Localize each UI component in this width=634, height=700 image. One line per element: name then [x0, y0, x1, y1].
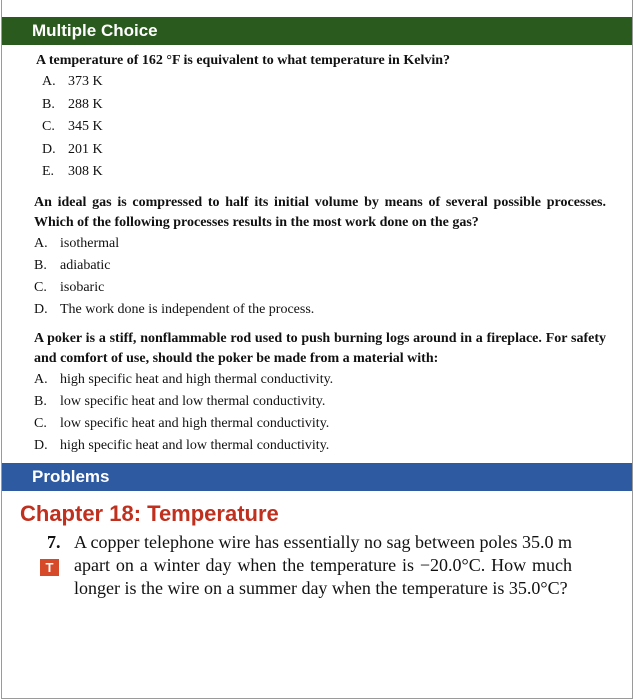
answer-option: A. 373 K	[42, 74, 103, 89]
answer-option: A. high specific heat and high thermal conductivity.	[34, 371, 334, 387]
chapter-title: Chapter 18: Temperature	[20, 500, 279, 526]
answer-option: D. high specific heat and low thermal conductivity.	[34, 437, 330, 453]
answer-option: D. The work done is independent of the process.	[34, 301, 315, 317]
question-stem: A temperature of 162 °F is equivalent to what temperature in Kelvin?	[36, 53, 451, 68]
question-3	[2, 329, 632, 457]
answer-option: C. isobaric	[34, 279, 105, 295]
problem-tag-badge: T	[40, 559, 59, 576]
problems-title: Problems	[32, 466, 110, 486]
answer-option: D. 201 K	[42, 141, 103, 157]
multiple-choice-title: Multiple Choice	[32, 21, 158, 40]
question-stem: An ideal gas is compressed to half its initial volume by means of several possible processes. Which of the following processes results in the most work done on the gas?	[34, 194, 606, 230]
answer-option: B. 288 K	[42, 96, 103, 112]
textbook-page	[1, 0, 633, 699]
answer-option: C. low specific heat and high thermal conductivity.	[34, 415, 330, 431]
answer-option: C. 345 K	[42, 119, 103, 135]
answer-option: A. isothermal	[34, 235, 120, 251]
problem-number: 7.	[47, 531, 61, 552]
multiple-choice-header	[2, 17, 632, 45]
question-1	[2, 51, 632, 184]
problem-text: A copper telephone wire has essentially no sag between poles 35.0 m apart on a winter day when the temperature is −20.0°C. How much longer is the wire on a summer day when the temperature is 35.0°C?	[74, 531, 572, 598]
question-stem: A poker is a stiff, nonflammable rod used to push burning logs around in a fireplace. For safety and comfort of use, should the poker be made from a material with:	[34, 330, 606, 366]
question-2	[2, 193, 632, 321]
answer-option: E. 308 K	[42, 164, 103, 180]
answer-option: B. adiabatic	[34, 257, 111, 273]
problem-item	[2, 531, 632, 600]
answer-option: B. low specific heat and low thermal conductivity.	[34, 393, 326, 409]
problems-header	[2, 463, 632, 491]
